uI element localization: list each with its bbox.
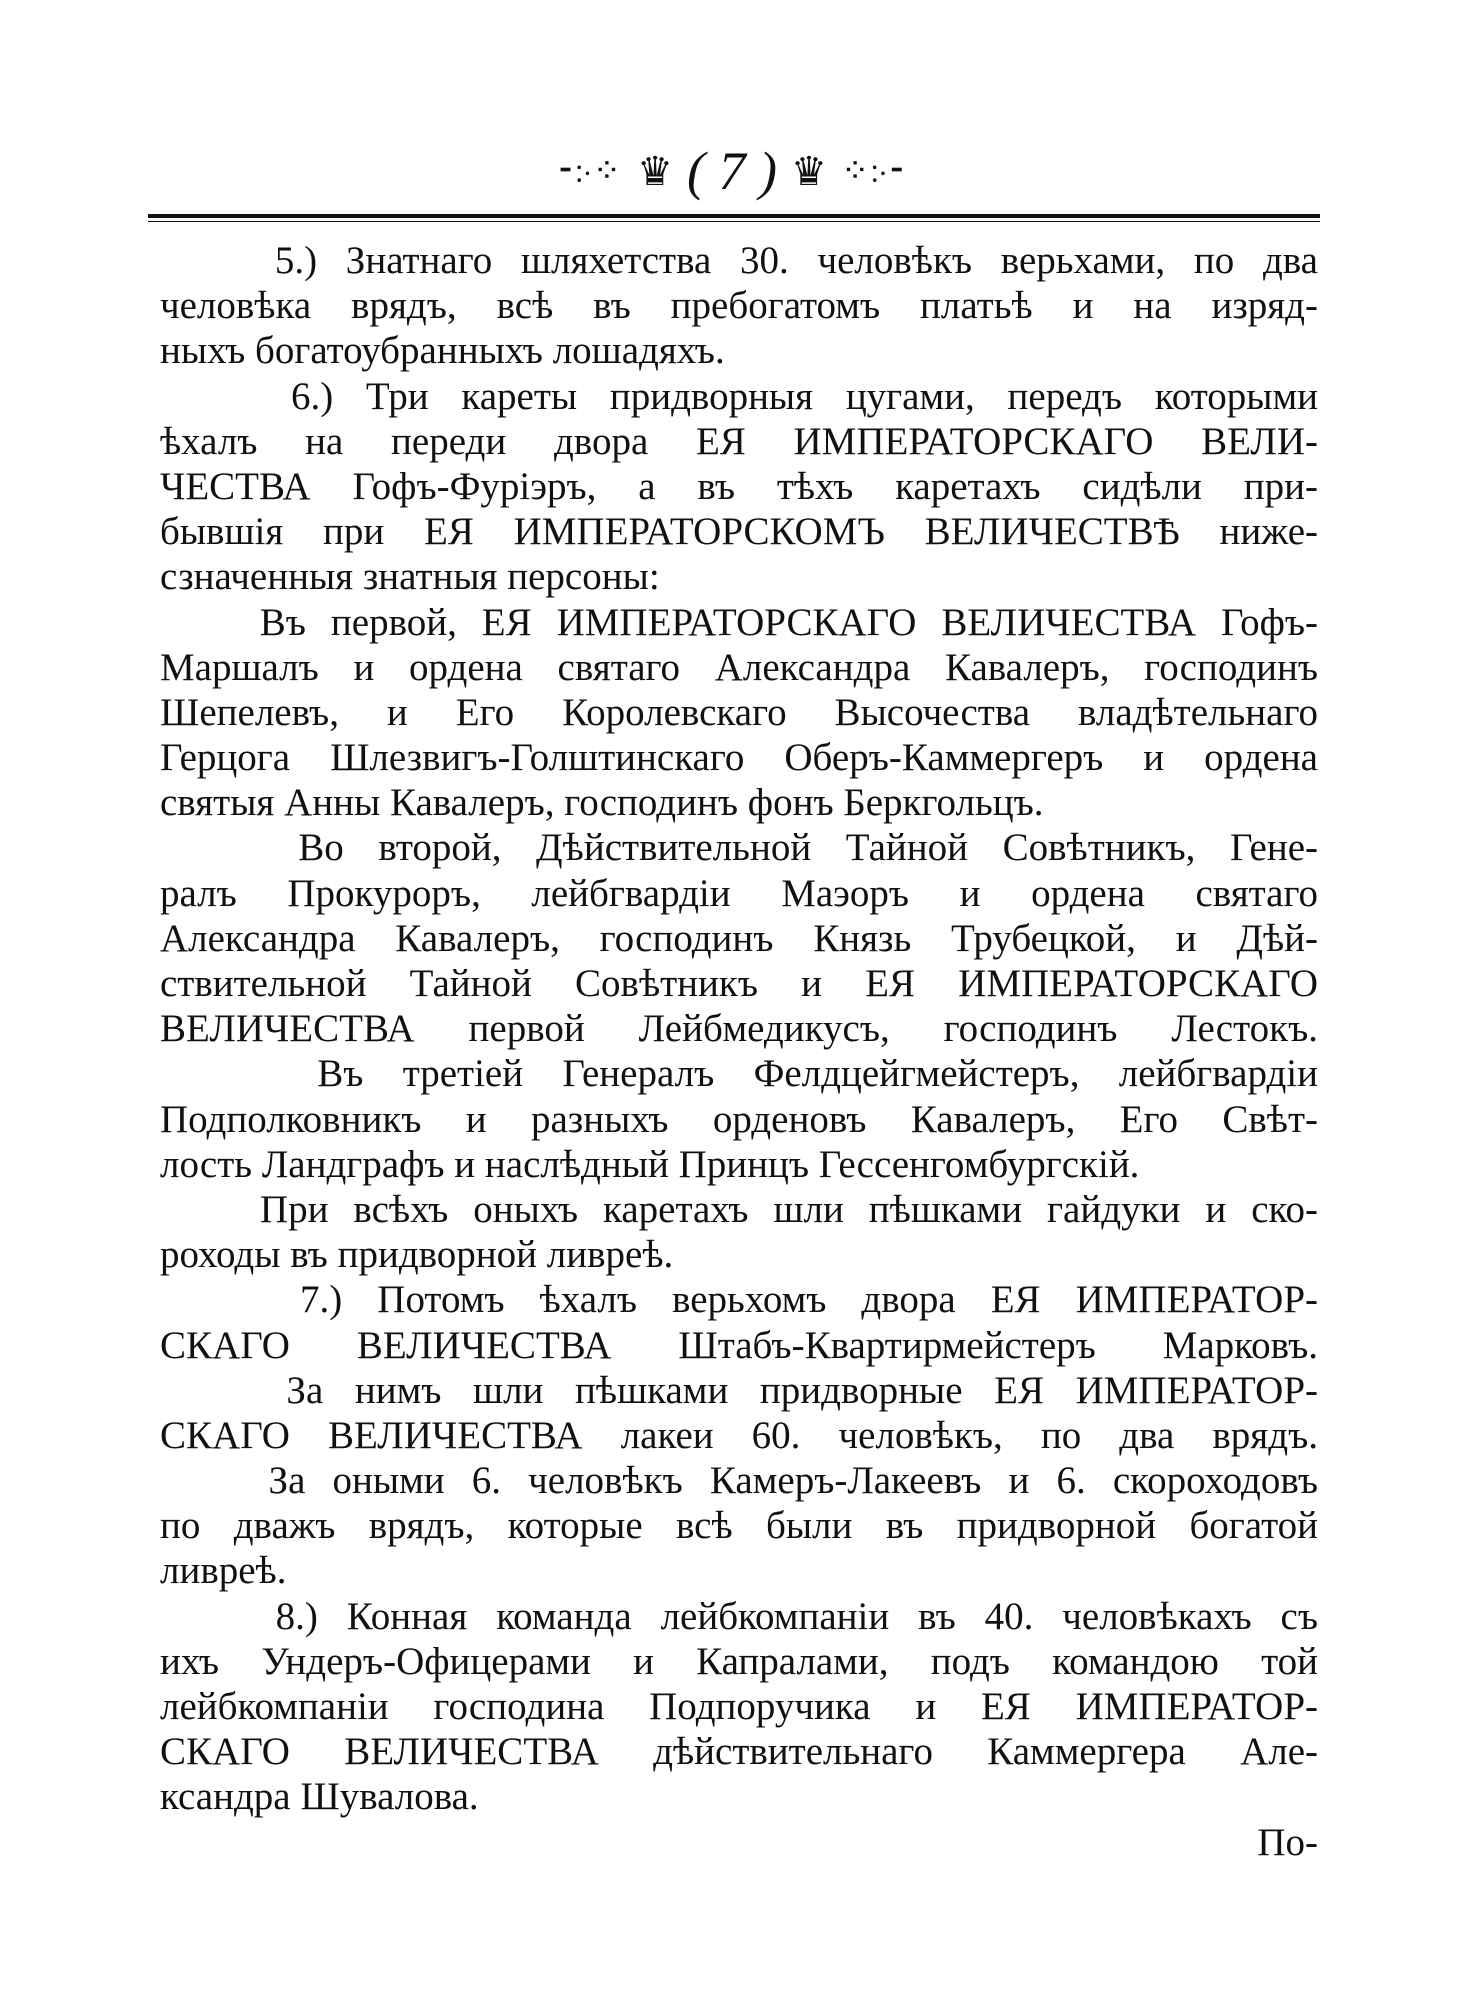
text-line: Подполковникъ и разныхъ орденовъ Кавалеръ, Его Свѣт-: [160, 1097, 1318, 1141]
page-header: [0, 140, 1464, 202]
text-line: Въ первой, ЕЯ ИМПЕРАТОРСКАГО ВЕЛИЧЕСТВА Гофъ-: [160, 600, 1318, 644]
text-line: СКАГО ВЕЛИЧЕСТВА Штабъ-Квартирмейстеръ Марковъ.: [160, 1323, 1318, 1367]
text-line: лость Ландграфъ и наслѣдный Принцъ Гессенгомбургскiй.: [160, 1142, 1140, 1186]
text-line: ныхъ богатоубранныхъ лошадяхъ.: [160, 329, 725, 373]
text-line: При всѣхъ оныхъ каретахъ шли пѣшками гайдуки и ско-: [160, 1187, 1318, 1231]
header-rule: [148, 214, 1320, 218]
text-line: 5.) Знатнаго шляхетства 30. человѣкъ верьхами, по два: [160, 239, 1318, 282]
text-line: ствительной Тайной Совѣтникъ и ЕЯ ИМПЕРАТОРСКАГО: [160, 962, 1318, 1005]
text-line: Александра Кавалеръ, господинъ Князь Трубецкой, и Дѣй-: [160, 916, 1318, 960]
text-line: сзначенныя знатныя персоны:: [160, 555, 660, 599]
text-line: святыя Анны Кавалеръ, господинъ фонъ Беркгольцъ.: [160, 781, 1044, 825]
page-number: ( 7 ): [687, 141, 777, 201]
text-line: по дважъ врядъ, которые всѣ были въ придворной богатой: [160, 1504, 1318, 1548]
text-line: Въ третiей Генералъ Фелдцейгмейстеръ, лейбгвардiи: [160, 1052, 1318, 1096]
text-line: 8.) Конная команда лейбкомпанiи въ 40. человѣкахъ съ: [160, 1594, 1318, 1638]
text-line: 7.) Потомъ ѣхалъ верьхомъ двора ЕЯ ИМПЕРАТОР-: [160, 1278, 1318, 1322]
ornament-left-icon: ⁃჻⁘: [556, 153, 624, 190]
crown-right-icon: ♛: [790, 148, 827, 194]
text-line: бывшiя при ЕЯ ИМПЕРАТОРСКОМЪ ВЕЛИЧЕСТВѢ ниже-: [160, 510, 1318, 554]
text-line: ливреѣ.: [160, 1549, 287, 1593]
text-line: СКАГО ВЕЛИЧЕСТВА дѣйствительнаго Каммергера Але-: [160, 1730, 1318, 1774]
text-line: человѣка врядъ, всѣ въ пребогатомъ платьѣ и на изряд-: [160, 284, 1318, 328]
crown-left-icon: ♛: [637, 148, 674, 194]
text-line: лейбкомпанiи господина Подпоручика и ЕЯ ИМПЕРАТОР-: [160, 1685, 1318, 1728]
ornament-right-icon: ⁘჻⁃: [840, 153, 908, 190]
header-rule-thin: [148, 221, 1320, 222]
text-line: ЧЕСТВА Гофъ-Фурiэръ, а въ тѣхъ каретахъ сидѣли при-: [160, 464, 1318, 508]
text-line: Герцога Шлезвигъ-Голштинскаго Оберъ-Каммергеръ и ордена: [160, 736, 1318, 780]
text-line: За оными 6. человѣкъ Камеръ-Лакеевъ и 6. скороходовъ: [160, 1459, 1318, 1503]
text-line: Шепелевъ, и Его Королевскаго Высочества владѣтельнаго: [160, 690, 1318, 734]
text-line: За нимъ шли пѣшками придворные ЕЯ ИМПЕРАТОР-: [160, 1368, 1318, 1412]
text-line: Маршалъ и ордена святаго Александра Кавалеръ, господинъ: [160, 645, 1318, 689]
text-line: ксандра Шувалова.: [160, 1775, 479, 1819]
document-body: [160, 238, 1318, 1865]
text-line: 6.) Три кареты придворныя цугами, передъ которыми: [160, 374, 1318, 418]
text-line: Во второй, Дѣйствительной Тайной Совѣтникъ, Гене-: [160, 826, 1318, 870]
text-line: ѣхалъ на переди двора ЕЯ ИМПЕРАТОРСКАГО ВЕЛИ-: [160, 419, 1318, 463]
text-line: ВЕЛИЧЕСТВА первой Лейбмедикусъ, господинъ Лестокъ.: [160, 1007, 1318, 1051]
text-line: По-: [1257, 1820, 1318, 1864]
text-line: роходы въ придворной ливреѣ.: [160, 1233, 674, 1277]
text-line: ихъ Ундеръ-Офицерами и Капралами, подъ командою той: [160, 1639, 1318, 1683]
text-line: ралъ Прокуроръ, лейбгвардiи Маэоръ и ордена святаго: [160, 871, 1318, 915]
text-line: СКАГО ВЕЛИЧЕСТВА лакеи 60. человѣкъ, по два врядъ.: [160, 1413, 1318, 1457]
